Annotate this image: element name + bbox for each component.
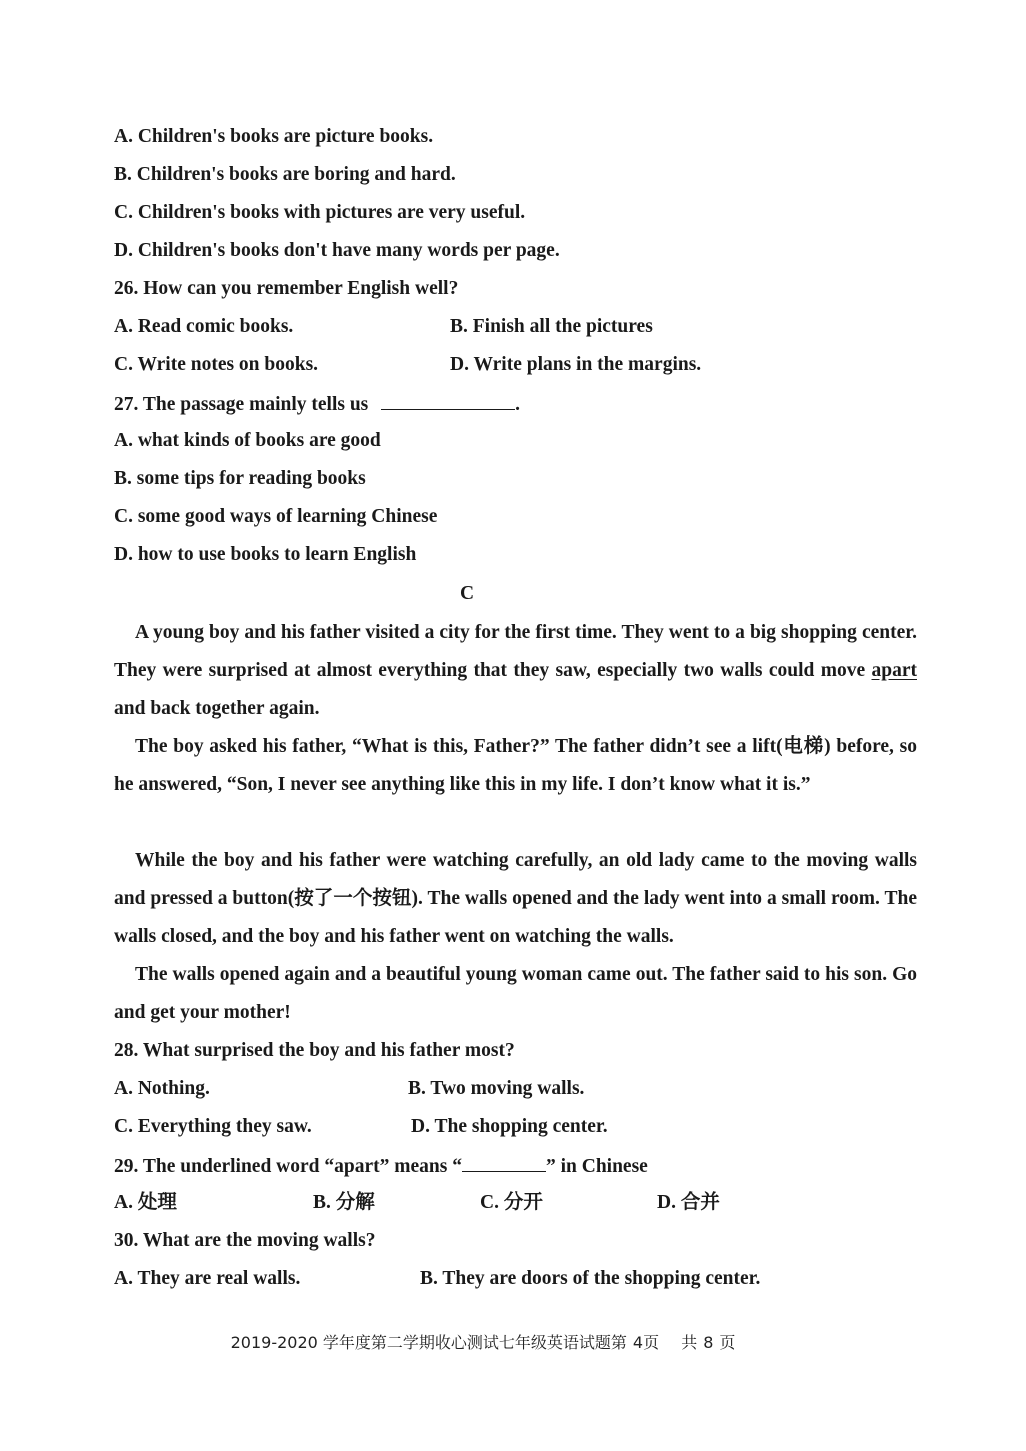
q29-option-c: C. 分开: [480, 1192, 543, 1213]
passage-paragraph-1: [114, 614, 917, 728]
footer-total-suffix: 页: [719, 1333, 736, 1352]
q28-option-c: C. Everything they saw.: [114, 1116, 312, 1137]
p1-text-after: and back together again.: [114, 698, 320, 719]
passage-paragraph-2: The boy asked his father, “What is this, Father?” The father didn’t see a lift(电梯) before, so he answered, “Son, I never see anything like this in my life. I don’t know what it is.”: [114, 736, 917, 795]
q28-option-a: A. Nothing.: [114, 1078, 210, 1099]
q29-question-start: 29. The underlined word “apart” means “: [114, 1156, 462, 1177]
passage-paragraph-4: The walls opened again and a beautiful young woman came out. The father said to his son. Go and get your mother!: [114, 964, 917, 1023]
footer-title: 2019-2020 学年度第二学期收心测试七年级英语试题第: [230, 1333, 627, 1352]
q29-option-b: B. 分解: [313, 1192, 375, 1213]
q25-option-b: B. Children's books are boring and hard.: [114, 164, 456, 185]
q27-period: .: [515, 394, 521, 415]
q29-question-end: ” in Chinese: [545, 1156, 648, 1177]
footer-total-prefix: 共: [681, 1333, 698, 1352]
q29-question-line: [114, 1153, 648, 1179]
q30-option-a: A. They are real walls.: [114, 1268, 301, 1289]
q27-question-line: [114, 391, 520, 417]
q27-option-d: D. how to use books to learn English: [114, 544, 417, 565]
q26-question: 26. How can you remember English well?: [114, 278, 459, 299]
answer-blank: [462, 1153, 546, 1172]
q26-option-c: C. Write notes on books.: [114, 354, 319, 375]
q25-option-d: D. Children's books don't have many words per page.: [114, 240, 560, 261]
q26-option-d: D. Write plans in the margins.: [450, 354, 702, 375]
q26-option-a: A. Read comic books.: [114, 316, 294, 337]
q28-option-b: B. Two moving walls.: [408, 1078, 585, 1099]
q25-option-c: C. Children's books with pictures are very useful.: [114, 202, 526, 223]
passage-paragraph-3: While the boy and his father were watching carefully, an old lady came to the moving walls and pressed a button(按了一个按钮). The walls opened and the lady went into a small room. The walls closed, and the boy and his father went on watching the walls.: [114, 850, 917, 947]
q26-option-b: B. Finish all the pictures: [450, 316, 653, 337]
q30-option-b: B. They are doors of the shopping center.: [420, 1268, 761, 1289]
q27-question: 27. The passage mainly tells us: [114, 394, 369, 415]
q25-option-a: A. Children's books are picture books.: [114, 126, 434, 147]
p1-text-before: A young boy and his father visited a city for the first time. They went to a big shopping center. They were surprised at almost everything that they saw, especially two walls could move: [114, 622, 917, 681]
page-footer: [0, 1332, 966, 1354]
footer-total-pages: 8: [703, 1333, 714, 1352]
underlined-word: apart: [871, 660, 917, 681]
q28-question: 28. What surprised the boy and his father most?: [114, 1040, 515, 1061]
q29-option-d: D. 合并: [657, 1192, 720, 1213]
q28-option-d: D. The shopping center.: [411, 1116, 608, 1137]
q29-option-a: A. 处理: [114, 1192, 177, 1213]
footer-page-number: 4页: [632, 1333, 660, 1352]
answer-blank: [381, 391, 515, 410]
q27-option-b: B. some tips for reading books: [114, 468, 366, 489]
section-title: C: [459, 583, 475, 604]
q30-question: 30. What are the moving walls?: [114, 1230, 376, 1251]
q27-option-c: C. some good ways of learning Chinese: [114, 506, 438, 527]
q27-option-a: A. what kinds of books are good: [114, 430, 381, 451]
